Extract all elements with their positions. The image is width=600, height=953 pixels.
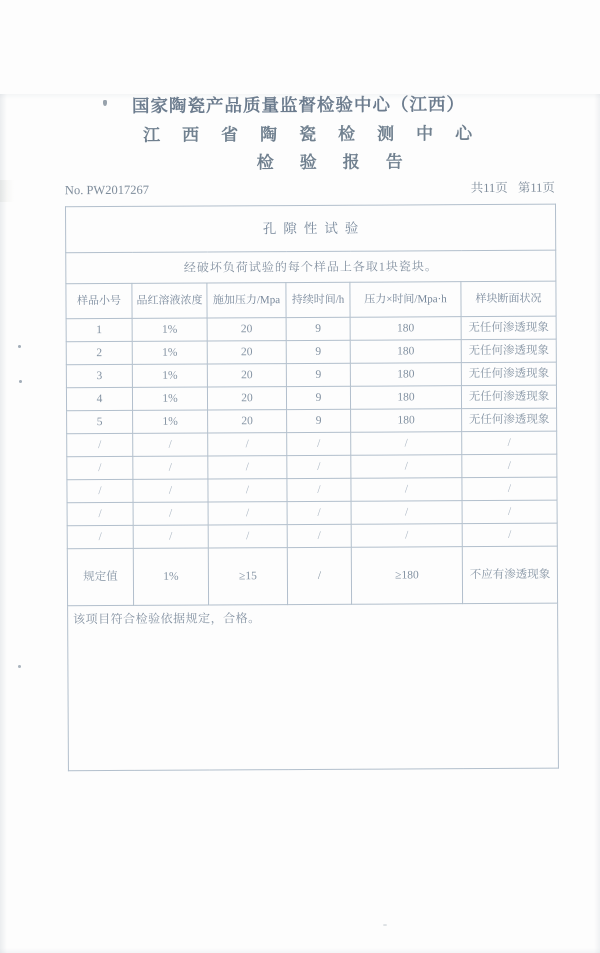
table-cell: / xyxy=(133,502,208,525)
report-meta-row xyxy=(65,179,555,200)
table-row-empty xyxy=(67,454,557,480)
table-cell: / xyxy=(287,501,351,524)
table-cell: 4 xyxy=(66,387,132,410)
table-row-empty xyxy=(67,500,557,526)
scan-speck xyxy=(103,100,107,106)
table-cell: 180 xyxy=(350,363,461,387)
table-cell: / xyxy=(462,454,557,477)
column-header: 压力×时间/Mpa·h xyxy=(350,282,461,318)
table-cell: / xyxy=(67,456,133,479)
table-row-empty xyxy=(67,431,557,457)
table-cell: 3 xyxy=(66,364,132,387)
scan-speck xyxy=(18,345,21,348)
table-cell: / xyxy=(287,547,351,604)
center-name: 江西省陶瓷检测中心 xyxy=(143,123,495,145)
table-cell: 5 xyxy=(67,410,133,433)
table-cell: 9 xyxy=(286,386,350,409)
table-cell: / xyxy=(351,524,462,548)
table-cell: 180 xyxy=(350,340,461,364)
conclusion-note: 该项目符合检验依据规定，合格。 xyxy=(68,603,559,771)
sampling-note-row xyxy=(66,250,556,284)
table-cell: 1% xyxy=(133,548,208,605)
table-cell: 9 xyxy=(287,409,351,432)
table-cell: 9 xyxy=(286,363,350,386)
table-cell: / xyxy=(287,455,351,478)
table-cell: 20 xyxy=(208,410,287,433)
table-cell: / xyxy=(462,477,557,500)
table-cell: / xyxy=(287,432,351,455)
table-cell: / xyxy=(287,478,351,501)
table-cell: / xyxy=(462,431,557,454)
table-row-empty xyxy=(67,477,557,503)
conclusion-row xyxy=(68,603,559,771)
table-cell: 1% xyxy=(132,318,207,341)
report-title: 检验报告 xyxy=(256,152,429,173)
section-title-row xyxy=(65,204,555,253)
table-cell: 9 xyxy=(286,317,350,340)
table-cell: / xyxy=(462,523,557,546)
table-cell: 180 xyxy=(350,317,461,341)
table-cell: / xyxy=(351,501,462,525)
report-number: No. PW2017267 xyxy=(64,182,149,198)
table-cell: 无任何渗透现象 xyxy=(461,316,556,339)
table-row xyxy=(66,339,556,365)
table-cell: 20 xyxy=(207,364,286,387)
section-title: 孔隙性试验 xyxy=(65,204,555,253)
table-cell: 180 xyxy=(350,386,461,410)
table-row xyxy=(66,385,556,411)
table-cell: / xyxy=(351,478,462,502)
page-indicator: 共11页 第11页 xyxy=(470,180,555,196)
table-cell: / xyxy=(133,525,208,548)
table-cell: 无任何渗透现象 xyxy=(461,339,556,362)
column-header: 品红溶液浓度 xyxy=(132,283,207,318)
table-row-empty xyxy=(67,523,557,549)
scan-edge-smudge xyxy=(0,180,14,202)
table-cell: 1% xyxy=(132,341,207,364)
column-header: 样品小号 xyxy=(66,283,132,318)
table-cell: / xyxy=(208,456,287,479)
table-cell: / xyxy=(67,525,133,548)
spec-label-cell: 规定值 xyxy=(67,548,133,605)
table-cell: / xyxy=(133,479,208,502)
scan-speck xyxy=(383,924,387,926)
column-header: 持续时间/h xyxy=(286,282,350,317)
org-name: 国家陶瓷产品质量监督检验中心（江西） xyxy=(131,94,466,116)
table-cell: 无任何渗透现象 xyxy=(462,408,557,431)
table-cell: / xyxy=(208,525,287,548)
test-result-table xyxy=(65,204,559,772)
table-cell: / xyxy=(208,479,287,502)
table-cell: 2 xyxy=(66,341,132,364)
table-cell: / xyxy=(208,433,287,456)
table-cell: 20 xyxy=(207,387,286,410)
scanned-report-page xyxy=(0,94,600,770)
table-cell: 1% xyxy=(132,364,207,387)
table-cell: 20 xyxy=(207,341,286,364)
table-cell: 无任何渗透现象 xyxy=(461,385,556,408)
table-row xyxy=(66,316,556,342)
table-cell: 9 xyxy=(286,340,350,363)
column-header: 施加压力/Mpa xyxy=(207,283,286,318)
table-cell: / xyxy=(67,479,133,502)
column-header: 样块断面状况 xyxy=(461,281,556,316)
table-cell: / xyxy=(287,524,351,547)
table-cell: 20 xyxy=(207,318,286,341)
table-cell: ≥15 xyxy=(208,548,287,605)
table-cell: / xyxy=(208,502,287,525)
scan-content xyxy=(0,92,600,771)
table-row xyxy=(67,408,557,434)
table-cell: 1% xyxy=(133,410,208,433)
sampling-note: 经破坏负荷试验的每个样品上各取1块瓷块。 xyxy=(66,250,556,284)
table-cell: 不应有渗透现象 xyxy=(462,546,557,603)
table-cell: 1% xyxy=(132,387,207,410)
scan-speck xyxy=(18,665,21,668)
table-cell: 无任何渗透现象 xyxy=(461,362,556,385)
table-cell: 1 xyxy=(66,318,132,341)
table-header-row xyxy=(66,281,556,319)
table-cell: 180 xyxy=(351,409,462,433)
table-cell: / xyxy=(67,433,133,456)
table-cell: / xyxy=(133,433,208,456)
table-cell: / xyxy=(351,455,462,479)
spec-value-row xyxy=(67,546,557,606)
table-cell: / xyxy=(351,432,462,456)
table-cell: / xyxy=(133,456,208,479)
scan-speck xyxy=(19,380,22,383)
table-cell: / xyxy=(67,502,133,525)
table-row xyxy=(66,362,556,388)
table-cell: ≥180 xyxy=(351,547,462,605)
report-header xyxy=(0,92,599,199)
table-cell: / xyxy=(462,500,557,523)
